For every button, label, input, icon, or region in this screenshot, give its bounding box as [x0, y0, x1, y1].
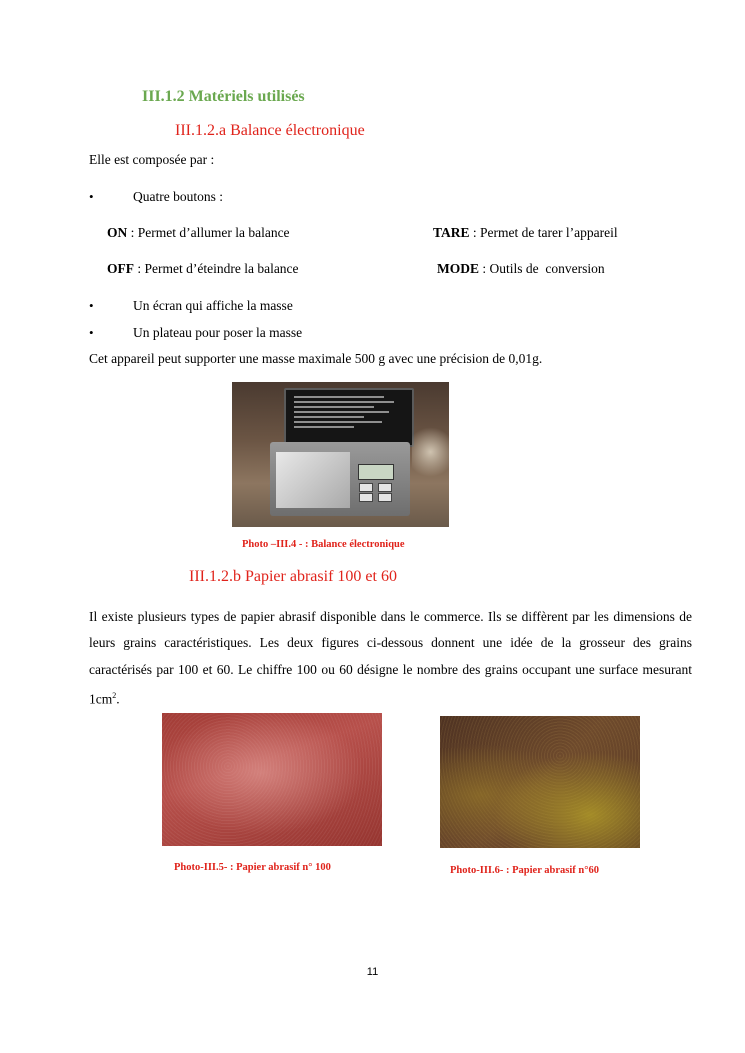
- button-mode-desc: : Outils de conversion: [479, 261, 605, 276]
- balance-plate: [276, 452, 350, 508]
- button-on-key: ON: [107, 225, 128, 240]
- balance-photo: [232, 382, 449, 527]
- superscript: 2: [112, 690, 117, 700]
- paragraph-end: .: [116, 691, 120, 707]
- button-mode-key: MODE: [437, 261, 479, 276]
- subsection-heading-balance: III.1.2.a Balance électronique: [175, 122, 365, 139]
- abrasif-paragraph: [89, 604, 692, 713]
- button-off-line: [107, 260, 299, 278]
- subsection-heading-abrasif: III.1.2.b Papier abrasif 100 et 60: [189, 568, 397, 585]
- balance-screen: [358, 464, 394, 480]
- bullet-icon: •: [89, 189, 94, 204]
- balance-lid: [284, 388, 414, 447]
- bullet-screen-text: Un écran qui affiche la masse: [133, 298, 293, 313]
- button-off-desc: : Permet d’éteindre la balance: [134, 261, 299, 276]
- light-glare: [412, 422, 449, 482]
- abrasif-paragraph-main: Il existe plusieurs types de papier abrasif disponible dans le commerce. Ils se diffèrent par les dimensions de leurs grains caractéristiques. Les deux figures ci-dessous donnent une idée de la grosseur des grains caractérisés par 100 et 60. Le chiffre 100 ou 60 désigne le nombre des grains occupant une surface mesurant 1cm: [89, 609, 692, 707]
- abrasive-paper-100-photo: [162, 713, 382, 846]
- button-off-key: OFF: [107, 261, 134, 276]
- button-tare-line: [433, 224, 618, 242]
- photo-caption-100: Photo-III.5- : Papier abrasif n° 100: [174, 862, 331, 873]
- photo-caption-60: Photo-III.6- : Papier abrasif n°60: [450, 865, 599, 876]
- balance-key: [359, 483, 373, 492]
- bullet-plate-text: Un plateau pour poser la masse: [133, 325, 303, 340]
- page-number: 11: [366, 966, 379, 978]
- button-on-line: [107, 224, 290, 242]
- section-heading: III.1.2 Matériels utilisés: [142, 88, 305, 105]
- button-tare-desc: : Permet de tarer l’appareil: [469, 225, 618, 240]
- button-tare-key: TARE: [433, 225, 470, 240]
- bullet-buttons-text: Quatre boutons :: [133, 189, 223, 204]
- capacity-text: Cet appareil peut supporter une masse maximale 500 g avec une précision de 0,01g.: [89, 351, 543, 366]
- balance-key: [359, 493, 373, 502]
- abrasive-paper-60-photo: [440, 716, 640, 848]
- balance-key: [378, 493, 392, 502]
- bullet-icon: •: [89, 325, 94, 340]
- intro-text: Elle est composée par :: [89, 152, 215, 167]
- photo-caption-balance: Photo –III.4 - : Balance électronique: [242, 539, 405, 550]
- bullet-icon: •: [89, 298, 94, 313]
- button-on-desc: : Permet d’allumer la balance: [127, 225, 290, 240]
- balance-key: [378, 483, 392, 492]
- button-mode-line: [437, 260, 605, 278]
